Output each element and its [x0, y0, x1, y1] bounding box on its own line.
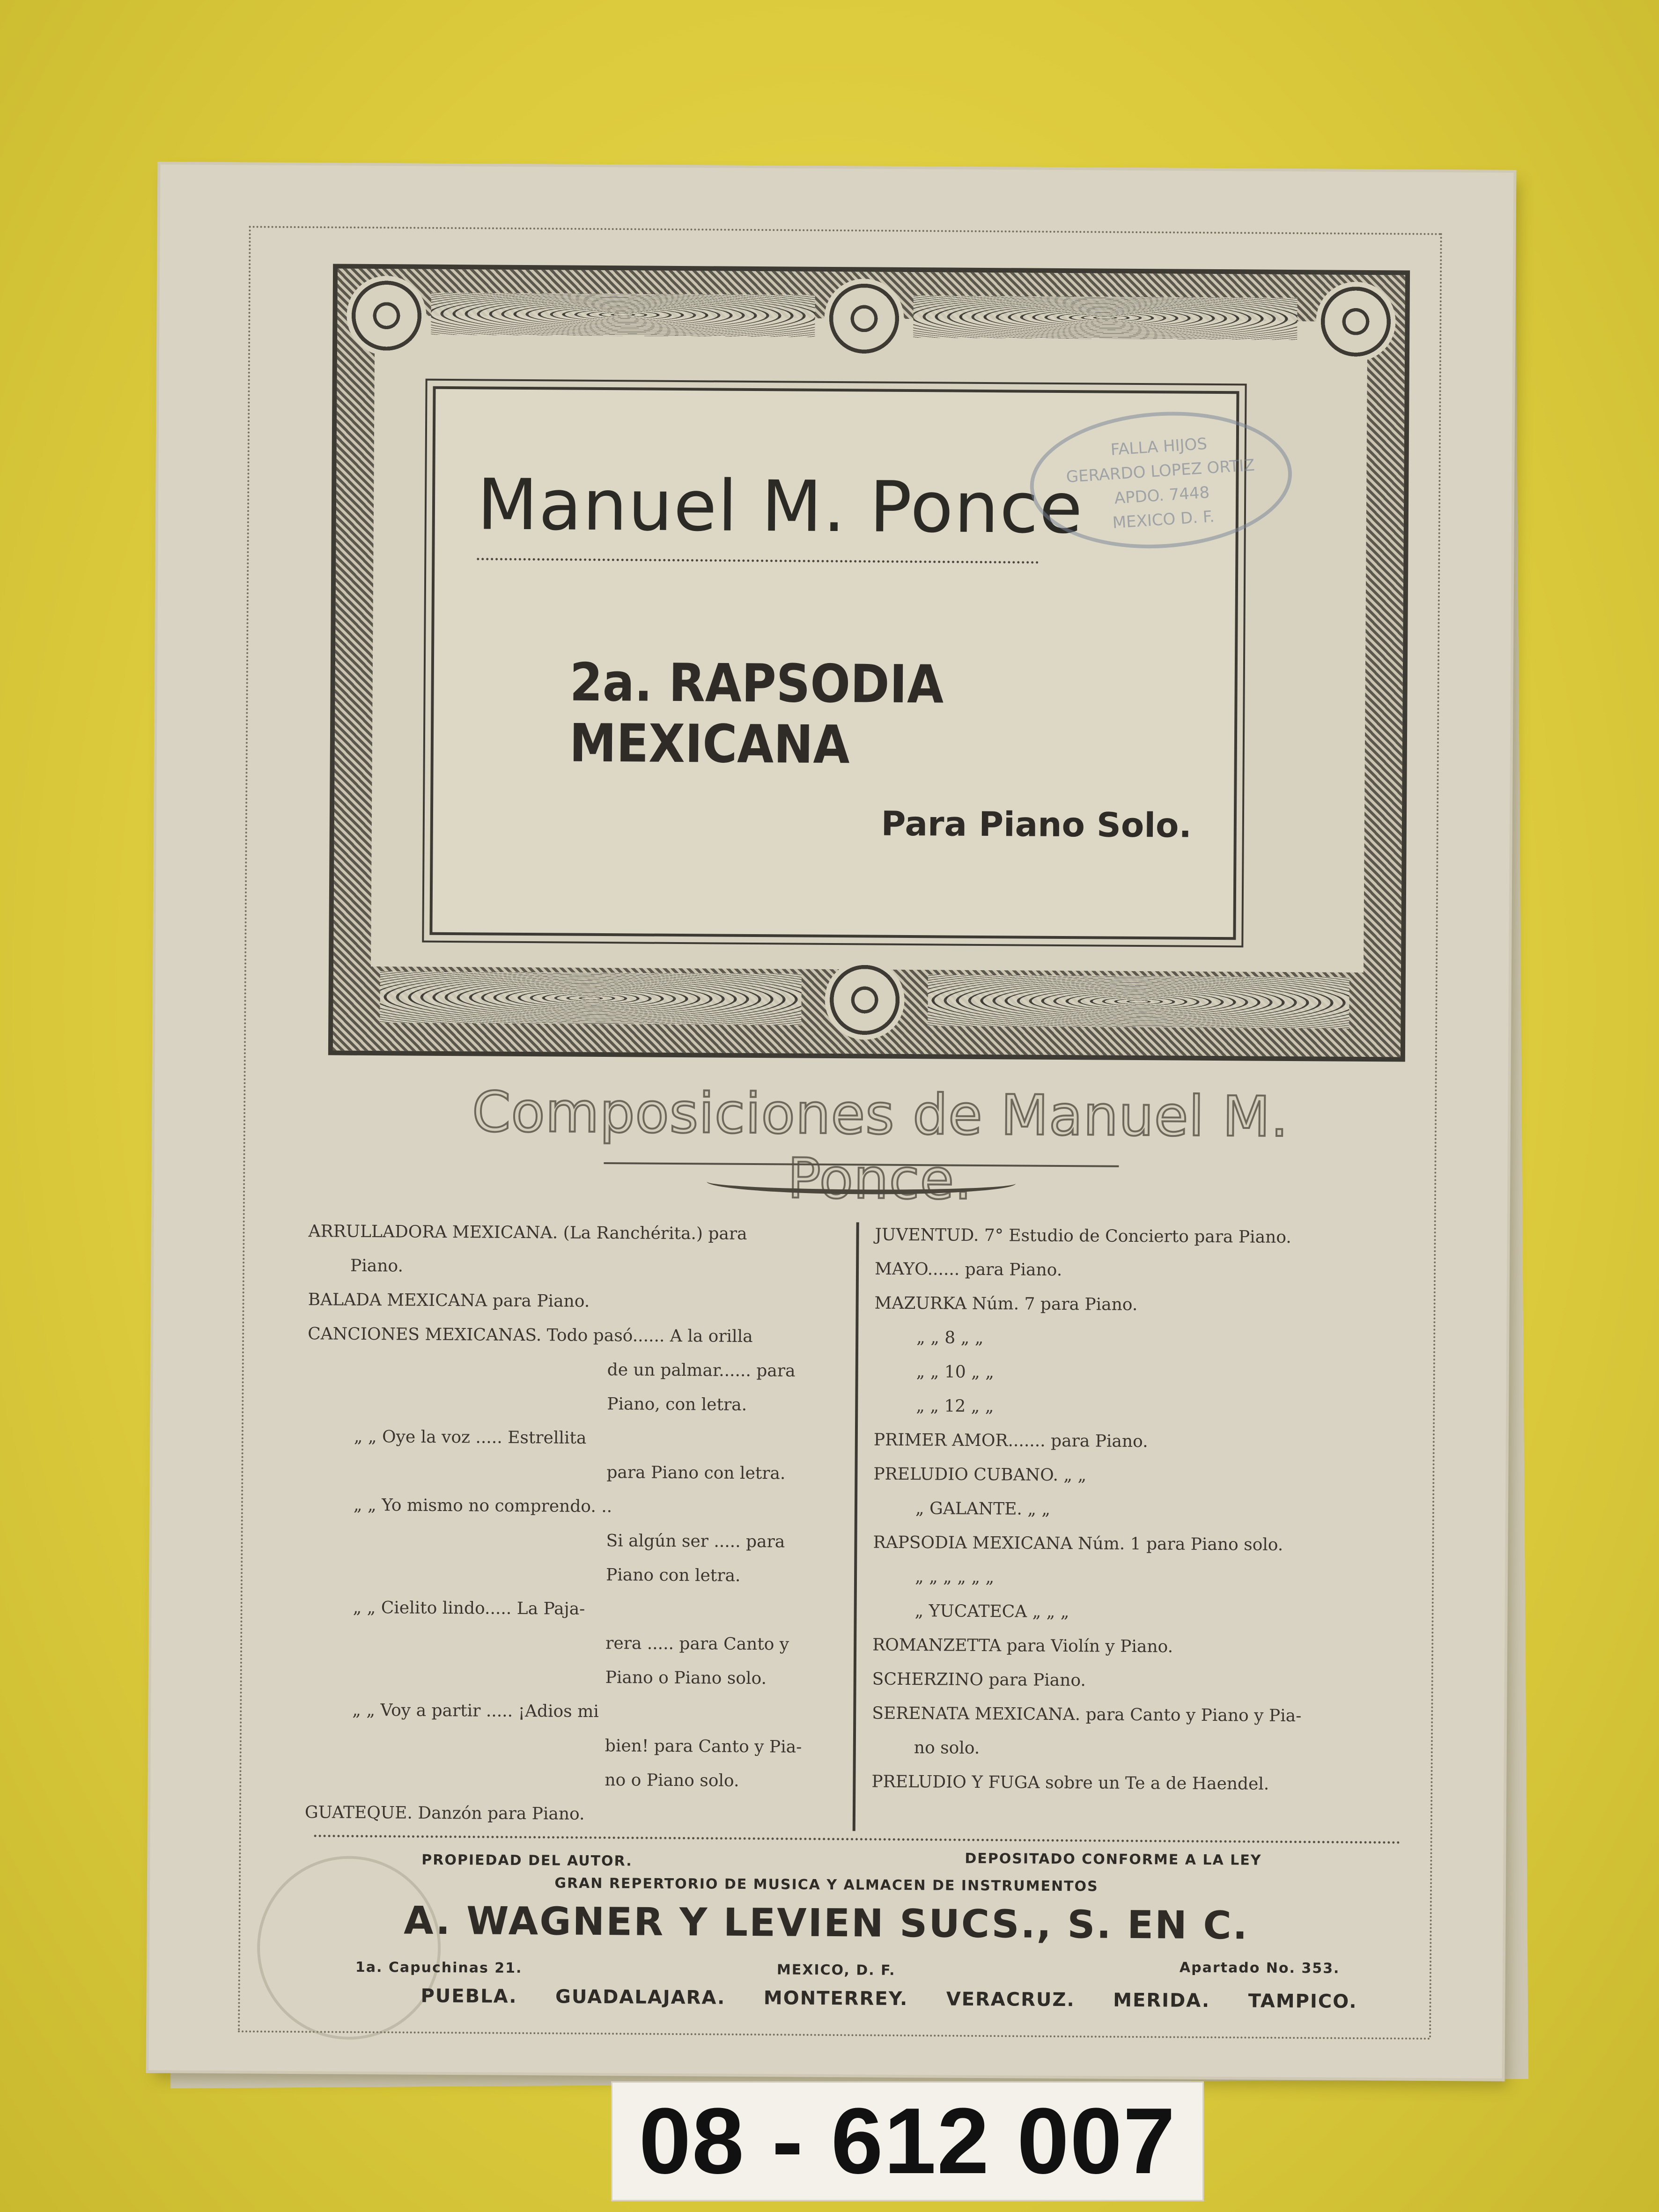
rights-note: PROPIEDAD DEL AUTOR.: [421, 1851, 633, 1870]
city-name: VERACRUZ.: [946, 1988, 1075, 2011]
composition-entry: „ „ Voy a partir ..... ¡Adios mi: [352, 1700, 599, 1721]
sheet-music-cover: [149, 164, 1514, 2079]
composition-entry: „ YUCATECA „ „ „: [914, 1601, 1069, 1622]
city-name: GUADALAJARA.: [555, 1986, 726, 2009]
composition-entry: „ „ 10 „ „: [916, 1362, 995, 1382]
publisher-name: A. WAGNER Y LEVIEN SUCS., S. EN C.: [404, 1898, 1249, 1948]
publisher-tagline: GRAN REPERTORIO DE MUSICA Y ALMACEN DE INSTRUMENTOS: [554, 1875, 1099, 1895]
composition-entry: „ GALANTE. „ „: [915, 1499, 1051, 1519]
laurel-branch-ornament: [928, 974, 1349, 1028]
compositions-list-left: [305, 1214, 842, 1833]
city-name: PUEBLA.: [420, 1985, 517, 2007]
composition-entry: PRELUDIO Y FUGA sobre un Te a de Haendel.: [871, 1772, 1269, 1794]
composition-entry: GUATEQUE. Danzón para Piano.: [304, 1803, 585, 1824]
composition-entry: PRIMER AMOR....... para Piano.: [873, 1430, 1148, 1452]
composition-entry: JUVENTUD. 7° Estudio de Concierto para Piano.: [875, 1225, 1291, 1247]
composition-entry: ROMANZETTA para Violín y Piano.: [872, 1635, 1173, 1657]
composition-entry: CANCIONES MEXICANAS. Todo pasó...... A la orilla: [308, 1324, 753, 1346]
publisher-city: MEXICO, D. F.: [776, 1961, 896, 1979]
composition-entry: Piano, con letra.: [607, 1394, 747, 1415]
composition-entry: no o Piano solo.: [605, 1770, 739, 1791]
composition-entry: „ „ Yo mismo no comprendo. ..: [353, 1495, 612, 1517]
composition-entry: SERENATA MEXICANA. para Canto y Piano y Pia-: [872, 1703, 1302, 1726]
composition-entry: bien! para Canto y Pia-: [605, 1736, 802, 1757]
rosette-icon: [347, 276, 427, 356]
composer-name: Manuel M. Ponce: [477, 464, 1084, 550]
work-subtitle: Para Piano Solo.: [881, 804, 1192, 845]
composition-entry: PRELUDIO CUBANO. „ „: [873, 1464, 1087, 1485]
compositions-list-right: [871, 1218, 1409, 1802]
composition-entry: MAZURKA Núm. 7 para Piano.: [874, 1293, 1138, 1315]
city-name: MERIDA.: [1113, 1989, 1210, 2012]
work-title: 2a. RAPSODIA MEXICANA: [569, 652, 944, 776]
publisher-po-box: Apartado No. 353.: [1179, 1959, 1340, 1977]
city-name: MONTERREY.: [763, 1987, 908, 2010]
title-panel: [429, 386, 1255, 940]
composition-entry: rera ..... para Canto y: [605, 1634, 789, 1654]
rosette-icon: [824, 279, 904, 359]
deposit-note: DEPOSITADO CONFORME A LA LEY: [965, 1850, 1262, 1869]
catalog-label: [611, 2081, 1204, 2201]
publisher-address: 1a. Capuchinas 21.: [355, 1959, 523, 1977]
composer-underline: [477, 558, 1039, 563]
composition-entry: MAYO...... para Piano.: [874, 1259, 1062, 1280]
composition-entry: „ „ 12 „ „: [916, 1396, 994, 1416]
composition-entry: no solo.: [914, 1738, 980, 1758]
library-stamp: FALLA HIJOS GERARDO LOPEZ ORTIZ APDO. 7448 MEXICO D. F.: [1026, 404, 1296, 556]
city-name: TAMPICO.: [1248, 1990, 1357, 2013]
rosette-icon: [1316, 281, 1396, 361]
composition-entry: de un palmar...... para: [607, 1360, 796, 1381]
compositions-heading: Composiciones de Manuel M. Ponce.: [472, 1079, 1289, 1212]
composition-entry: „ „ 8 „ „: [916, 1328, 984, 1348]
composition-entry: „ „ Cielito lindo..... La Paja-: [353, 1598, 585, 1619]
composition-entry: Piano con letra.: [605, 1565, 741, 1585]
composition-entry: BALADA MEXICANA para Piano.: [308, 1290, 590, 1311]
composition-entry: para Piano con letra.: [606, 1463, 786, 1483]
bud-garland-ornament: [913, 295, 1298, 340]
composition-entry: SCHERZINO para Piano.: [872, 1669, 1086, 1690]
laurel-branch-ornament: [380, 971, 802, 1025]
composition-entry: Si algún ser ..... para: [606, 1531, 785, 1552]
composition-entry: Piano o Piano solo.: [605, 1668, 767, 1688]
composition-entry: „ „ Oye la voz ..... Estrellita: [354, 1427, 587, 1448]
catalog-number: 08 - 612 007: [639, 2089, 1176, 2193]
bud-garland-ornament: [431, 293, 815, 337]
composition-entry: ARRULLADORA MEXICANA. (La Ranchérita.) para: [308, 1222, 747, 1244]
composition-entry: „ „ „ „ „ „: [914, 1567, 995, 1587]
composition-entry: RAPSODIA MEXICANA Núm. 1 para Piano solo.: [873, 1533, 1283, 1555]
composition-entry: Piano.: [350, 1256, 404, 1276]
rosette-icon: [825, 960, 905, 1040]
